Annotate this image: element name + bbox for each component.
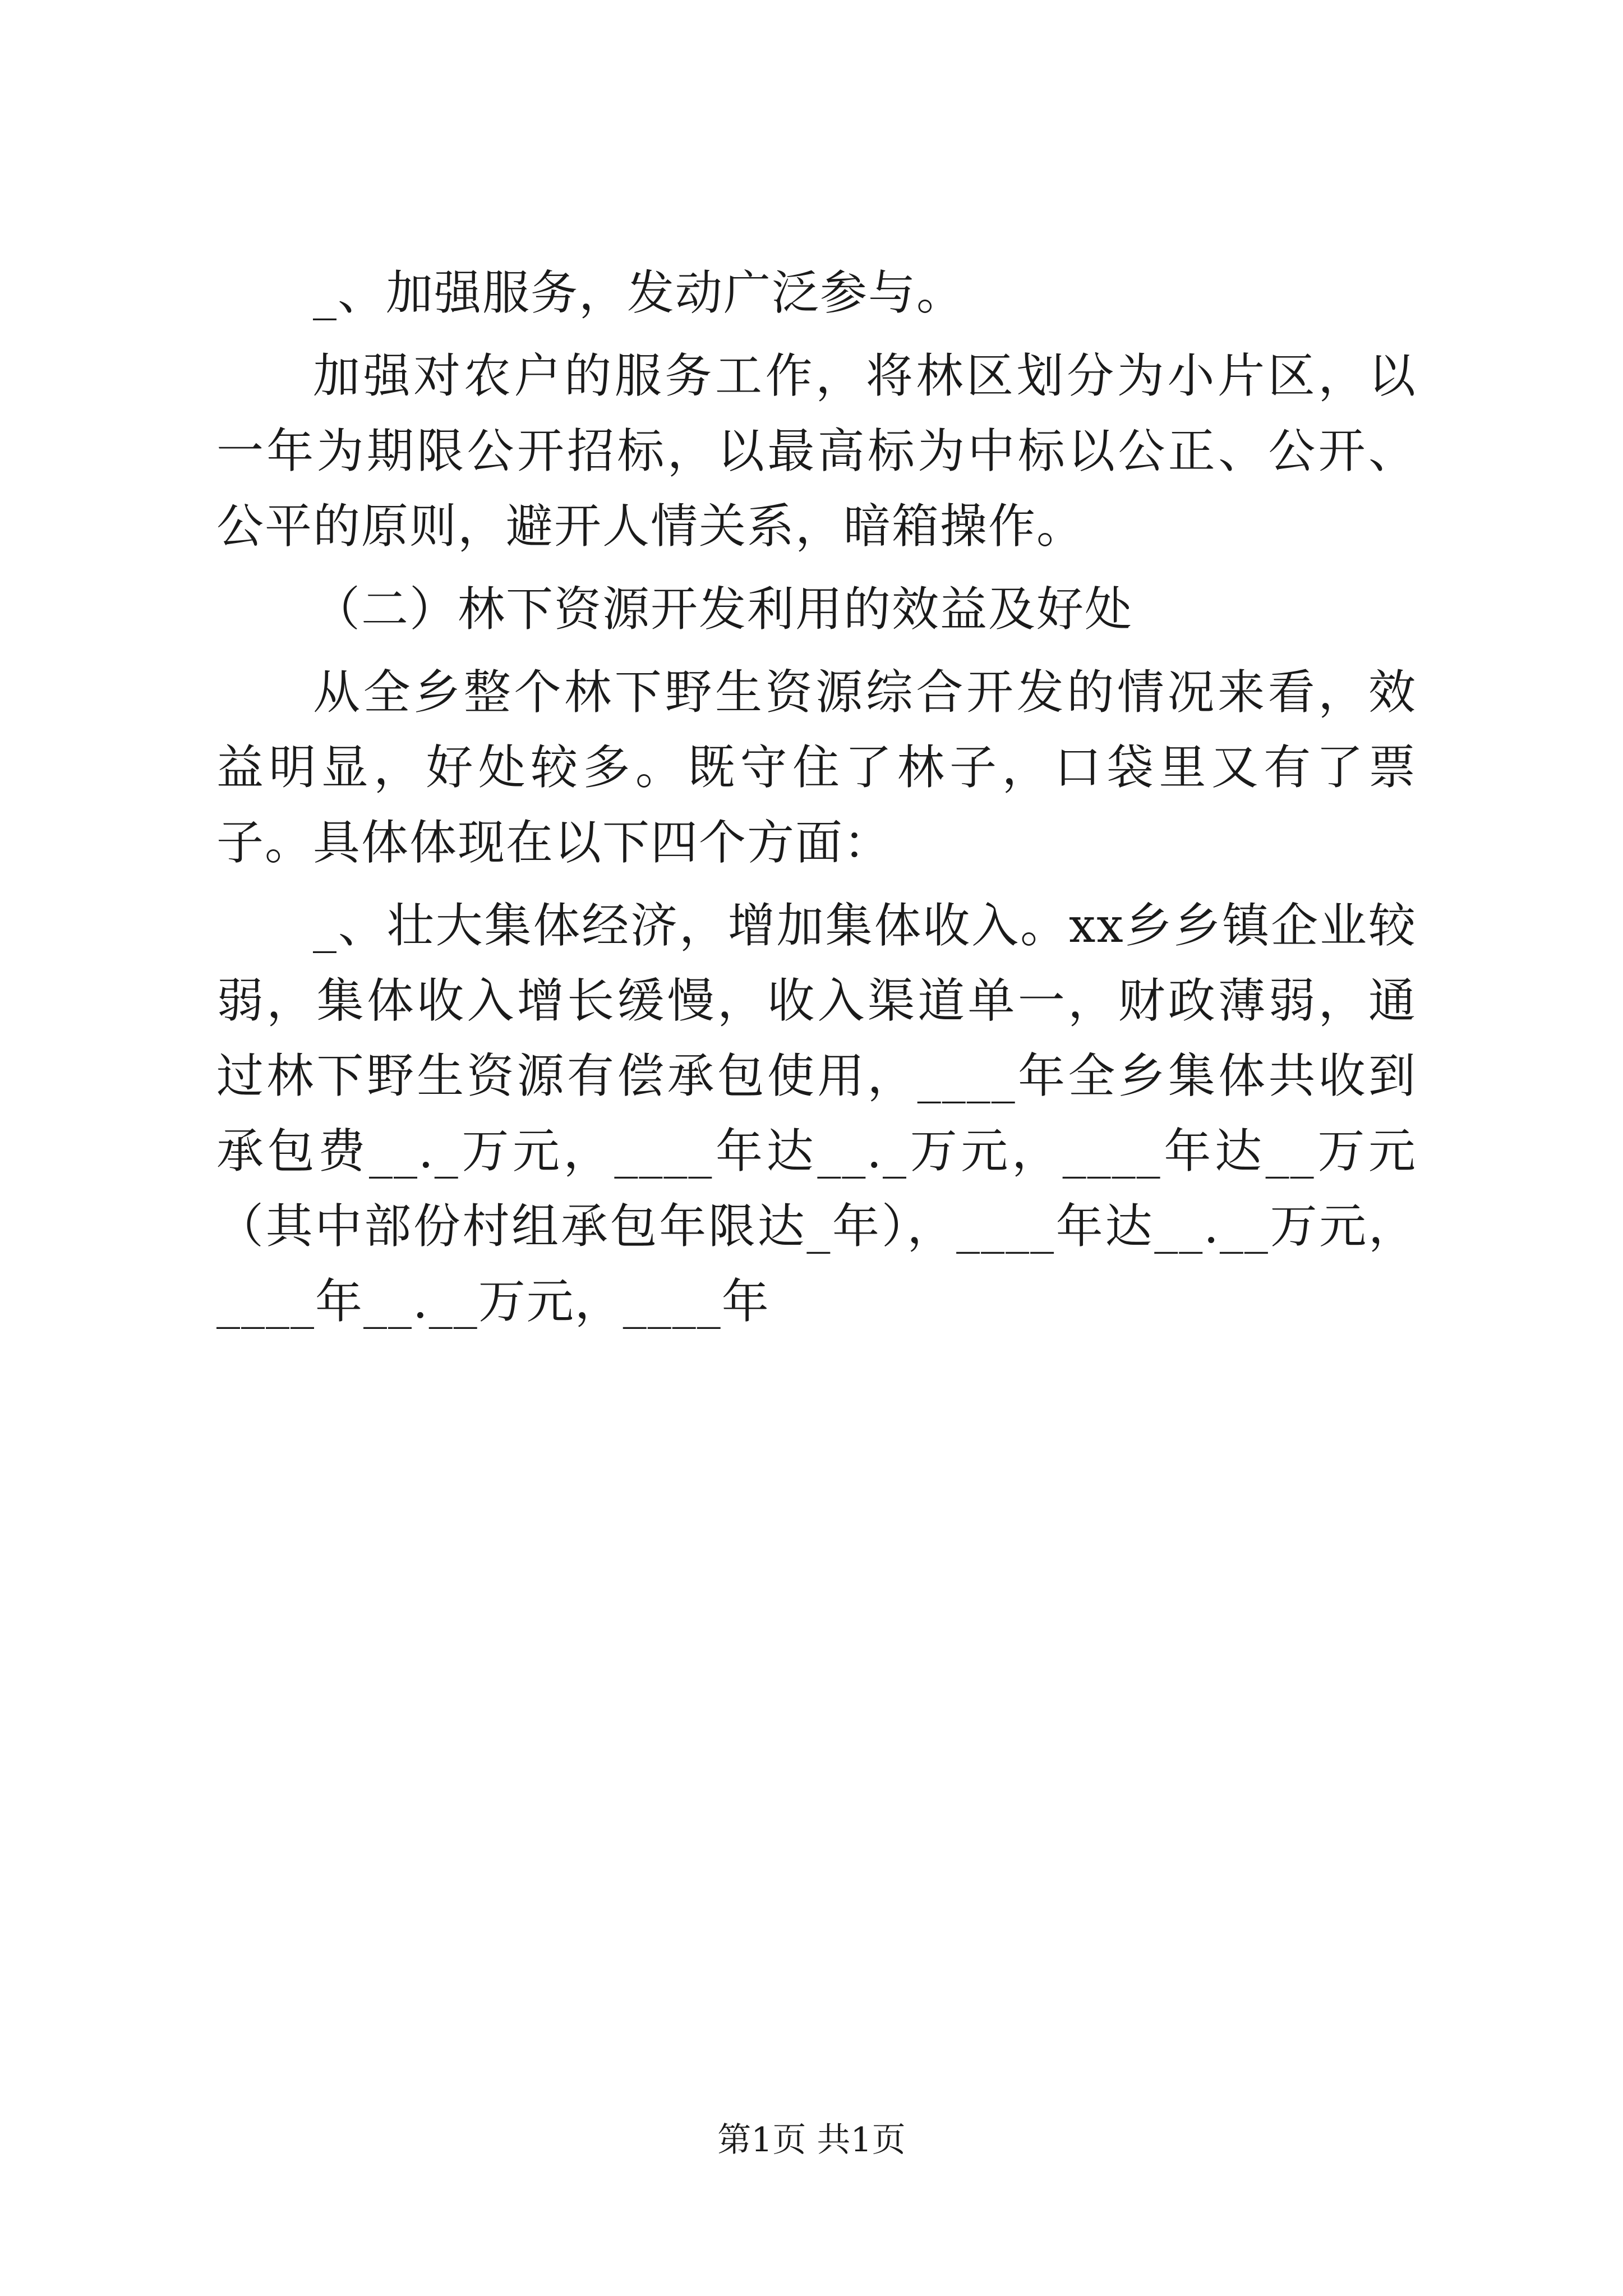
paragraph-collective-economy: _、壮大集体经济，增加集体收入。xx乡乡镇企业较弱，集体收入增长缓慢，收入渠道单一，财政薄弱，通过林下野生资源有偿承包使用，____年全乡集体共收到承包费__._万元，____年达__._万元，____年达__万元（其中部份村组承包年限达_年），____年达__.__万元，____年__.__万元，____年 [216,898,1417,1329]
document-body [216,255,1417,1339]
paragraph-service-body: 加强对农户的服务工作，将林区划分为小片区，以一年为期限公开招标，以最高标为中标以公正、公开、公平的原则，避开人情关系，暗箱操作。 [216,348,1417,554]
paragraph-service-heading: _、加强服务，发动广泛参与。 [313,265,965,320]
paragraph-benefits-intro: 从全乡整个林下野生资源综合开发的情况来看，效益明显，好处较多。既守住了林子，口袋里又有了票子。具体体现在以下四个方面： [216,665,1417,870]
section-heading-benefits: （二）林下资源开发利用的效益及好处 [313,582,1133,637]
page-footer: 第1页 共1页 [717,2120,906,2160]
